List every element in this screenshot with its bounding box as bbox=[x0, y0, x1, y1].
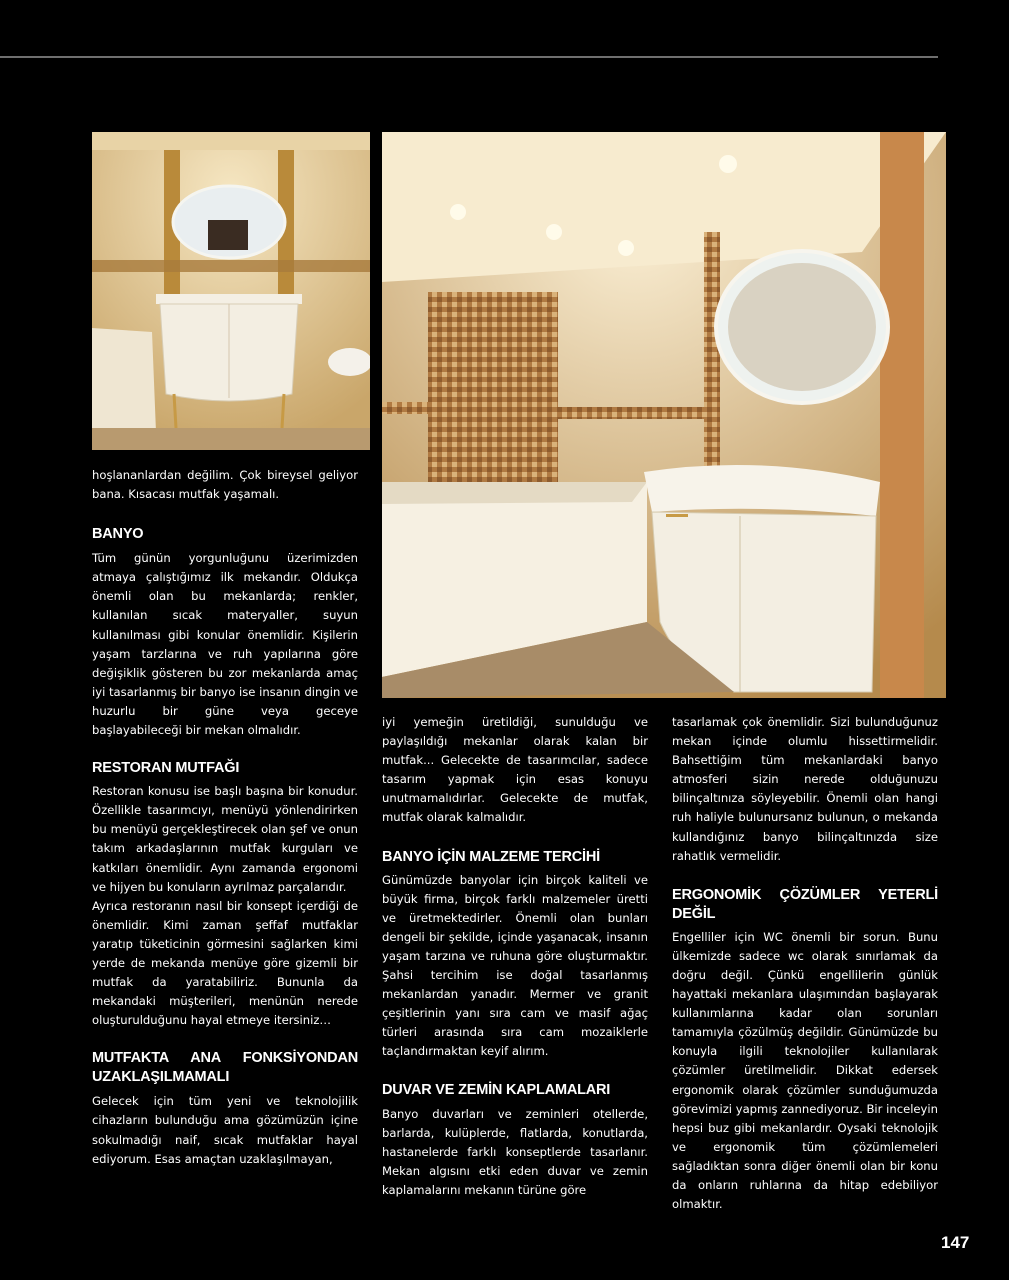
bathroom-photo-small bbox=[92, 132, 370, 450]
column-2 bbox=[382, 713, 648, 1200]
column-3 bbox=[672, 713, 938, 1214]
top-rule bbox=[0, 56, 938, 58]
page-number: 147 bbox=[941, 1233, 970, 1252]
bathroom-tub-image bbox=[382, 132, 946, 698]
bathroom-vanity-image bbox=[92, 132, 370, 450]
paragraph: Günümüzde banyolar için birçok kaliteli ve büyük firma, birçok farklı malzemeler üretti ve üretmektedirler. Önemli olan bunları dengeli bir şekilde, içinde yaşanacak, insanın yaşam tarzına ve ruhuna göre oluşturmaktır. Şahsi tercihim ise doğal tasarlanmış mekanlardan yanadır. Mermer ve granit çeşitlerinin yanı sıra cam ve masif ağaç türleri arasında sıra cam mozaiklerle taçlandırmaktan keyif alırım. bbox=[382, 872, 648, 1059]
paragraph: Ayrıca restoranın nasıl bir konsept içerdiği de önemlidir. Kimi zaman şeffaf mutfaklar yaratıp tüketicinin görmesini sağlarken kimi yerde de mekanda menüye göre gizemli bir mutfak da yaratabiliriz. Bununla da mekandaki müşterileri, menünün nerede oluşturulduğunu hayal etmeye itersiniz… bbox=[92, 898, 358, 1028]
paragraph: Gelecek için tüm yeni ve teknolojilik cihazların bulunduğu ama gözümüzün içine sokulmadığı naif, sıcak mutfaklar hayal ediyorum. Esas amaçtan uzaklaşılmayan, bbox=[92, 1094, 358, 1166]
bathroom-photo-large bbox=[382, 132, 946, 698]
paragraph: tasarlamak çok önemlidir. Sizi bulunduğunuz mekan içinde olumlu hissettirmelidir. Bahsettiğim tüm mekanlardaki banyo atmosferi sizin nerede olduğunuzu bilinçaltınıza söyleyebilir. Önemli olan hangi ruh haliyle bulunursanız bulunun, o mekanda kullandığınız banyo bilinçaltınızda size rahatlık vermelidir. bbox=[672, 715, 938, 863]
paragraph: iyi yemeğin üretildiği, sunulduğu ve paylaşıldığı mekanlar olarak kalan bir mutfak... Gelecekte de tasarımcılar, sadece tasarım yapmak için esas konuyu unutmamalıdırlar. Gelecekte de mutfak, mutfak olarak kalmalıdır. bbox=[382, 715, 648, 825]
column-1 bbox=[92, 466, 358, 1169]
heading-ergonomik: ERGONOMİK ÇÖZÜMLER YETERLİ DEĞİL bbox=[672, 886, 938, 922]
paragraph: Tüm günün yorgunluğunu üzerimizden atmaya çalıştığımız ilk mekandır. Oldukça önemli olan bu mekanlarda; renkler, kullanılan sıcak materyaller, suyun kullanılması gibi konular önemlidir. Kişilerin yaşam tarzlarına ve ruh yapılarına göre değişiklik gösteren bu zor mekanlarda amaç iyi tasarlanmış bir banyo ise insanın dingin ve huzurlu bir güne veya geceye başlayabileceği bir mekan olmalıdır. bbox=[92, 551, 358, 738]
paragraph: hoşlananlardan değilim. Çok bireysel geliyor bana. Kısacası mutfak yaşamalı. bbox=[92, 468, 358, 502]
paragraph: Engelliler için WC önemli bir sorun. Bunu ülkemizde sadece wc olarak sınırlamak da doğru değil. Çünkü engellilerin günlük hayattaki mekanlara ulaşımından başlayarak kullanımlarına kadar olan sorunları tamamıyla çözülmüş değildir. Günümüzde bu konuyla ilgili teknolojiler kullanılarak çözümler üretilmelidir. Dikkat edersek ergonomik olarak çözümler sunduğumuzda görevimizi yapmış zannediyoruz. Bir inceleyin hepsi buz gibi mekanlardır. Oysaki teknolojik ve ergonomik tüm çözümlemeleri sağladıktan sonra diğer önemli olan bir konu da onların ruhlarına da hitap edebiliyor olmaktır. bbox=[672, 929, 938, 1212]
paragraph: Restoran konusu ise başlı başına bir konudur. Özellikle tasarımcıyı, menüyü yönlendirirken bu menüyü gerçekleştirecek olan şef ve onun takım arkadaşlarının mutfak kurguları ve katkıları önemlidir. Aynı zamanda ergonomi ve hijyen bu konuların ayrılmaz parçalarıdır. bbox=[92, 784, 358, 894]
paragraph: Banyo duvarları ve zeminleri otellerde, barlarda, kulüplerde, flatlarda, konutlarda, hastanelerde farklı konseptlerde tasarlanır. Mekan algısını etki eden duvar ve zemin kaplamalarını mekanın türüne göre bbox=[382, 1106, 648, 1197]
heading-duvar-zemin: DUVAR VE ZEMİN KAPLAMALARI bbox=[382, 1081, 611, 1098]
heading-restoran-mutfagi: RESTORAN MUTFAĞI bbox=[92, 760, 240, 777]
heading-banyo-malzeme: BANYO İÇİN MALZEME TERCİHİ bbox=[382, 848, 600, 865]
heading-mutfakta-ana-fonksiyon: MUTFAKTA ANA FONKSİYONDAN UZAKLAŞILMAMALI bbox=[92, 1050, 358, 1086]
heading-banyo: BANYO bbox=[92, 526, 144, 543]
